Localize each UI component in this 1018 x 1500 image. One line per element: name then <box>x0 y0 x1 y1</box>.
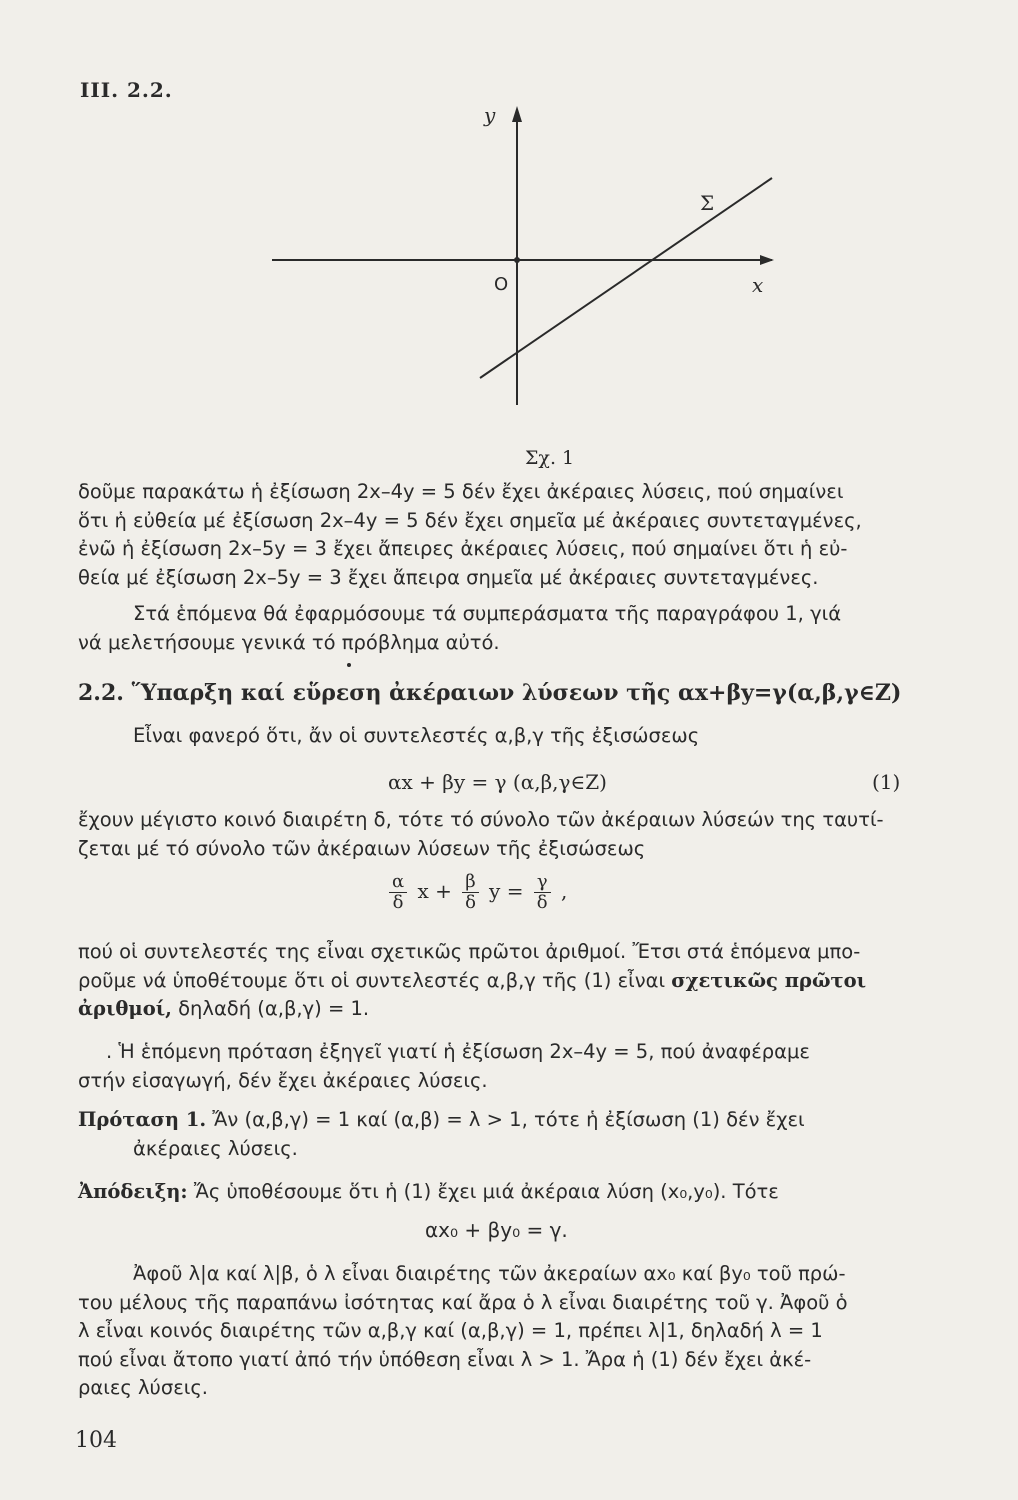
coordinate-figure <box>262 100 792 440</box>
section-title: 2.2. Ὕπαρξη καί εὕρεση ἀκέραιων λύσεων τῆς αx+βy=γ(α,β,γ∈Z) <box>78 680 902 706</box>
paragraph-6 <box>78 1038 938 1095</box>
line-label: Σ <box>700 191 715 215</box>
paragraph-line: πού εἶναι ἄτοπο γιατί ἀπό τήν ὑπόθεση εἶναι λ > 1. Ἄρα ἡ (1) δέν ἔχει ἀκέ- <box>78 1347 812 1371</box>
proposition-label: Πρόταση 1. <box>78 1108 207 1131</box>
paragraph-line: Ἀπόδειξη: Ἄς ὑποθέσουμε ὅτι ἡ (1) ἔχει μιά ἀκέραια λύση (x₀,y₀). Τότε <box>78 1180 779 1203</box>
proposition-1 <box>78 1106 938 1163</box>
paragraph-line: ζεται μέ τό σύνολο τῶν ἀκέραιων λύσεων τῆς ἐξισώσεως <box>78 836 646 860</box>
page-header: III. 2.2. <box>80 78 173 102</box>
paragraph-line: ὅτι ἡ εὐθεία μέ ἐξίσωση 2x–4y = 5 δέν ἔχει σημεῖα μέ ἀκέραιες συντεταγμένες, <box>78 508 862 532</box>
paragraph-1 <box>78 478 938 592</box>
proof-equation: αx₀ + βy₀ = γ. <box>425 1218 568 1242</box>
decorative-dot <box>347 663 351 667</box>
paragraph-line: ραιες λύσεις. <box>78 1376 208 1399</box>
paragraph-4 <box>78 806 938 863</box>
paragraph-5 <box>78 938 938 1024</box>
paragraph-line: ἀκέραιες λύσεις. <box>133 1136 298 1160</box>
line-sigma <box>480 178 772 378</box>
paragraph-line: στήν εἰσαγωγή, δέν ἔχει ἀκέραιες λύσεις. <box>78 1068 488 1092</box>
paragraph-line: του μέλους τῆς παραπάνω ἰσότητας καί ἄρα ὁ λ εἶναι διαιρέτης τοῦ γ. Ἀφοῦ ὁ <box>78 1290 848 1314</box>
fraction-alpha: $\frac{\alpha}{\delta}$ <box>389 872 407 913</box>
proof-label: Ἀπόδειξη: <box>78 1180 188 1203</box>
proof-body <box>78 1260 938 1403</box>
x-axis-label: x <box>752 273 764 297</box>
equation-2 <box>0 872 1018 913</box>
paragraph-line: θεία μέ ἐξίσωση 2x–5y = 3 ἔχει ἄπειρα σημεῖα μέ ἀκέραιες συντεταγμένες. <box>78 565 819 589</box>
y-axis-label: y <box>484 103 496 127</box>
paragraph-line: λ εἶναι κοινός διαιρέτης τῶν α,β,γ καί (α,β,γ) = 1, πρέπει λ|1, δηλαδή λ = 1 <box>78 1319 823 1342</box>
y-axis-arrow-icon <box>512 106 522 122</box>
page-number: 104 <box>75 1428 117 1453</box>
figure-caption: Σχ. 1 <box>525 447 575 469</box>
eq2-y-term: y = <box>489 879 524 903</box>
paragraph-line: ροῦμε νά ὑποθέτουμε ὅτι οἱ συντελεστές α,β,γ τῆς (1) εἶναι σχετικῶς πρῶτοι <box>78 968 867 992</box>
equation-1: αx + βy = γ (α,β,γ∈Z) <box>388 770 607 794</box>
fraction-beta: $\frac{\beta}{\delta}$ <box>462 872 478 913</box>
paragraph-line: νά μελετήσουμε γενικά τό πρόβλημα αὐτό. <box>78 630 500 654</box>
paragraph-line: Στά ἑπόμενα θά ἐφαρμόσουμε τά συμπεράσματα τῆς παραγράφου 1, γιά <box>133 602 842 625</box>
paragraph-line: ἀριθμοί, δηλαδή (α,β,γ) = 1. <box>78 997 370 1020</box>
origin-label: O <box>494 274 509 295</box>
origin-point <box>514 257 520 263</box>
x-axis-arrow-icon <box>760 255 774 265</box>
paragraph-line: Ἀφοῦ λ|α καί λ|β, ὁ λ εἶναι διαιρέτης τῶν ἀκεραίων αx₀ καί βy₀ τοῦ πρώ- <box>133 1262 846 1285</box>
eq2-x-term: x + <box>417 879 452 903</box>
paragraph-line: Εἶναι φανερό ὅτι, ἄν οἱ συντελεστές α,β,γ τῆς ἐξισώσεως <box>133 724 700 747</box>
equation-1-number: (1) <box>872 770 901 794</box>
paragraph-line: ἐνῶ ἡ ἐξίσωση 2x–5y = 3 ἔχει ἄπειρες ἀκέραιες λύσεις, πού σημαίνει ὅτι ἡ εὐ- <box>78 537 848 560</box>
paragraph-2 <box>78 600 938 657</box>
paragraph-line: . Ἡ ἑπόμενη πρόταση ἐξηγεῖ γιατί ἡ ἐξίσωση 2x–4y = 5, πού ἀναφέραμε <box>106 1040 810 1063</box>
paragraph-3 <box>78 722 938 751</box>
paragraph-line: πού οἱ συντελεστές της εἶναι σχετικῶς πρῶτοι ἀριθμοί. Ἔτσι στά ἑπόμενα μπο- <box>78 940 861 963</box>
proof-intro <box>78 1178 938 1207</box>
paragraph-line: δοῦμε παρακάτω ἡ ἐξίσωση 2x–4y = 5 δέν ἔχει ἀκέραιες λύσεις, πού σημαίνει <box>78 480 844 503</box>
paragraph-line: ἔχουν μέγιστο κοινό διαιρέτη δ, τότε τό σύνολο τῶν ἀκέραιων λύσεών της ταυτί- <box>78 808 884 831</box>
paragraph-line: Πρόταση 1. Ἄν (α,β,γ) = 1 καί (α,β) = λ > 1, τότε ἡ ἐξίσωση (1) δέν ἔχει <box>78 1108 805 1131</box>
eq2-end: , <box>560 879 568 903</box>
fraction-gamma: $\frac{\gamma}{\delta}$ <box>534 872 551 913</box>
